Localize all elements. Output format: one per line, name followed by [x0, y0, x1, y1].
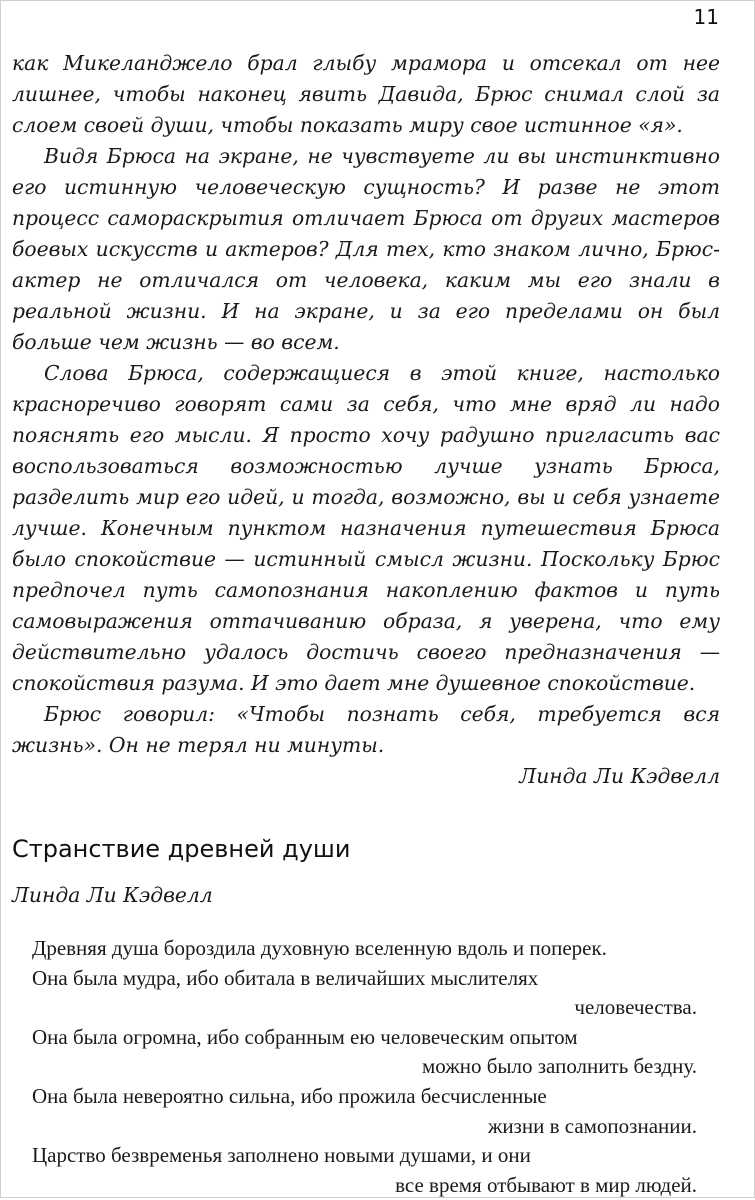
poem-line: Она была огромна, ибо собранным ею человеческим опытом — [32, 1024, 578, 1049]
section-title: Странствие древней души — [12, 835, 351, 863]
poem-line: Она была невероятно сильна, ибо прожила бесчисленные — [32, 1083, 547, 1108]
paragraph: Брюс говорил: «Чтобы познать себя, требуется вся жизнь». Он не терял ни минуты. — [12, 702, 720, 757]
poem-line: все время отбывают в мир людей. — [395, 1172, 697, 1197]
poem-line: Древняя душа бороздила духовную вселенную вдоль и поперек. — [32, 936, 607, 960]
poem-author: Линда Ли Кэдвелл — [12, 883, 213, 907]
poem-line: можно было заполнить бездну. — [421, 1054, 697, 1079]
poem-line: человечества. — [574, 995, 697, 1020]
poem-line: жизни в самопознании. — [487, 1113, 697, 1138]
paragraph: Видя Брюса на экране, не чувствуете ли вы инстинктивно его истинную человеческую сущность? И разве не этот процесс самораскрытия отличает Брюса от других мастеров боевых искусств и актеров? Для тех, кто знаком лично, Брюс-актер не отличался от человека, каким мы его знали в реальной жизни. И на экране, и за его пределами он был больше чем жизнь — во всем. — [12, 144, 720, 354]
main-text — [12, 48, 720, 792]
poem — [32, 934, 697, 1200]
poem-line: Царство безвременья заполнено новыми душами, и они — [32, 1143, 531, 1168]
paragraph: Слова Брюса, содержащиеся в этой книге, настолько красноречиво говорят сами за себя, что мне вряд ли надо пояснять его мысли. Я просто хочу радушно пригласить вас воспользоваться возможностью лучше узнать Брюса, разделить мир его идей, и тогда, возможно, вы и себя узнаете лучше. Конечным пунктом назначения путешествия Брюса было спокойствие — истинный смысл жизни. Поскольку Брюс предпочел путь самопознания накоплению фактов и путь самовыражения оттачиванию образа, я уверена, что ему действительно удалось достичь своего предназначения — спокойствия разума. И это дает мне душевное спокойствие. — [12, 361, 720, 695]
paragraph: как Микеланджело брал глыбу мрамора и отсекал от нее лишнее, чтобы наконец явить Давида, Брюс снимал слой за слоем своей души, чтобы показать миру свое истинное «я». — [12, 51, 720, 137]
poem-line: Она была мудра, ибо обитала в величайших мыслителях — [32, 965, 539, 990]
signature: Линда Ли Кэдвелл — [519, 764, 720, 788]
page-number: 11 — [693, 5, 719, 29]
